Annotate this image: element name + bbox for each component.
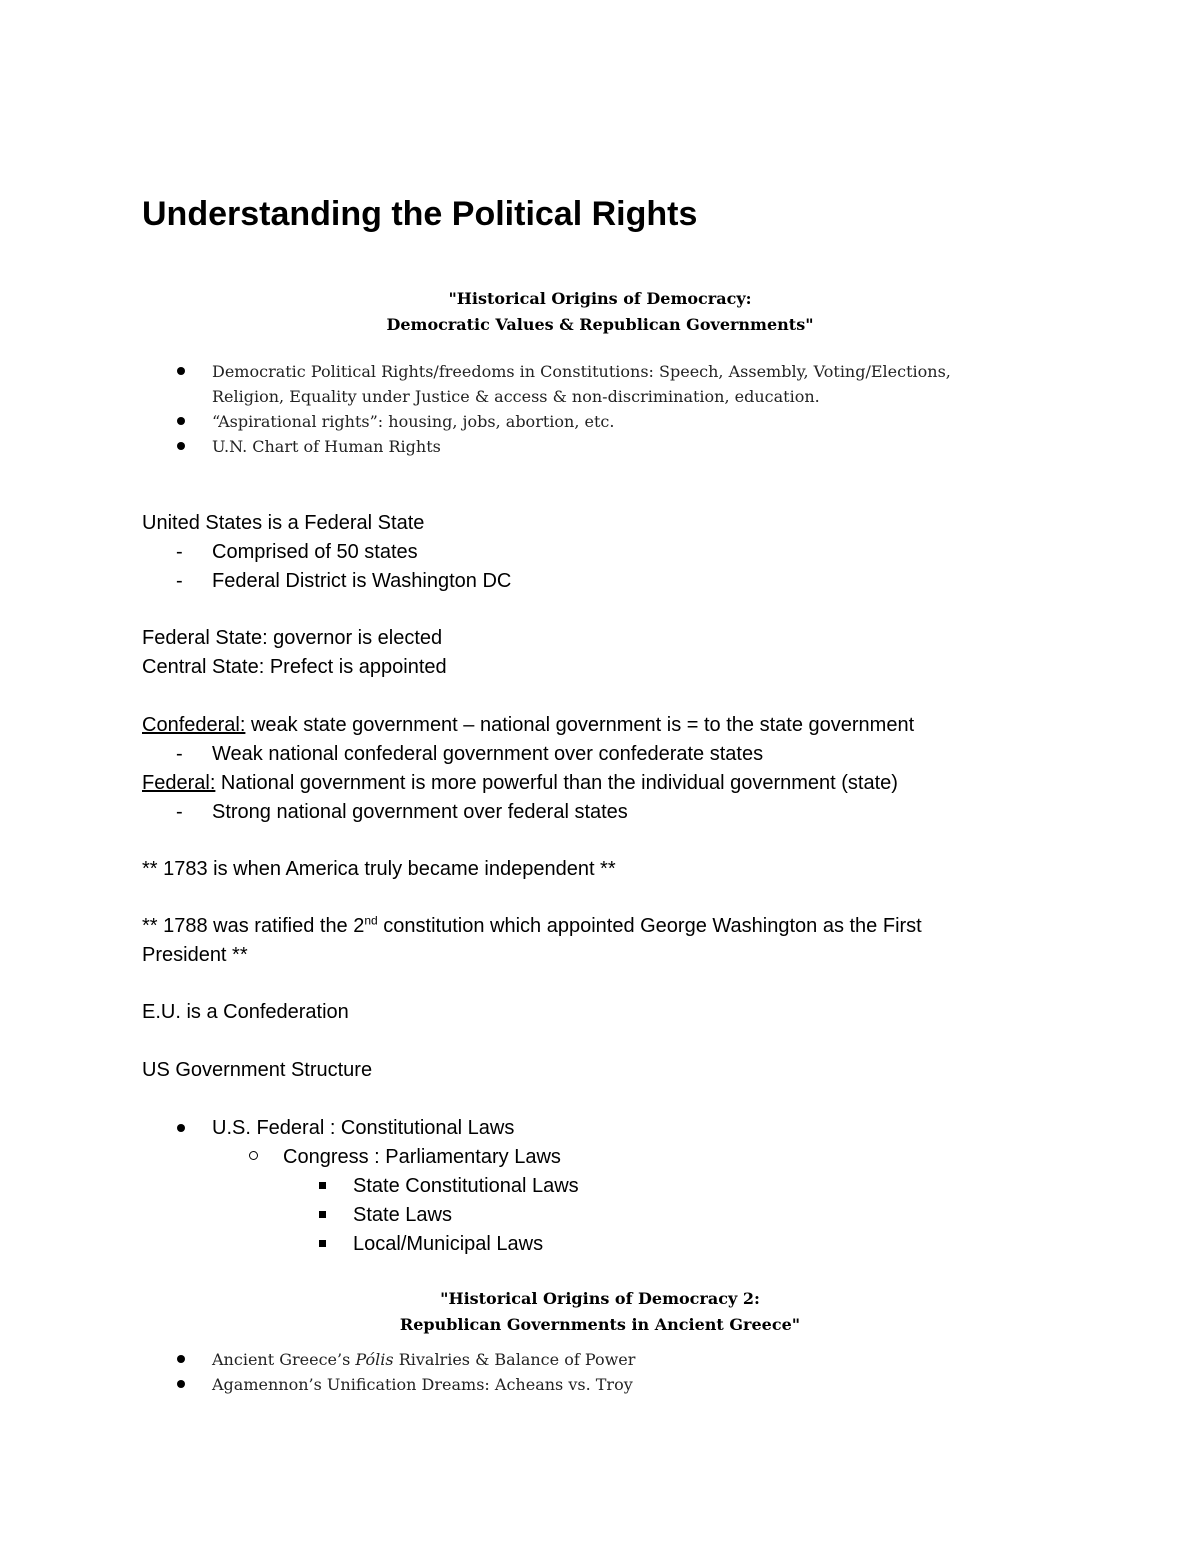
section-heading-democracy-2 (0, 1286, 1200, 1338)
list-item: State Constitutional Laws (0, 1172, 579, 1201)
list-item: Agamennon’s Unification Dreams: Acheans vs. Troy (0, 1372, 1012, 1397)
greece-bullet-list (0, 1347, 1012, 1397)
confederal-definition: Confederal: weak state government – national government is = to the state government (142, 714, 915, 736)
list-item: U.N. Chart of Human Rights (0, 434, 1012, 459)
government-structure-list (0, 1114, 579, 1259)
page-title: Understanding the Political Rights (142, 195, 698, 233)
square-bullet-icon (319, 1182, 326, 1189)
note-1788: ** 1788 was ratified the 2nd constitution which appointed George Washington as the First President ** (142, 913, 922, 966)
bullet-icon (177, 442, 185, 450)
confederal-term: Confederal: (142, 714, 246, 736)
section-heading-line: "Historical Origins of Democracy: (448, 289, 752, 308)
federal-state-line: Federal State: governor is elected (142, 627, 443, 649)
note-1783: ** 1783 is when America truly became independent ** (142, 858, 616, 880)
bullet-icon (177, 1124, 185, 1132)
section-heading-line: Democratic Values & Republican Governments" (386, 315, 814, 334)
list-item: - Strong national government over federal states (142, 798, 914, 827)
bullet-icon (177, 417, 185, 425)
square-bullet-icon (319, 1240, 326, 1247)
circle-bullet-icon (249, 1151, 258, 1160)
dash-bullet: - (176, 541, 183, 563)
list-item: U.S. Federal : Constitutional Laws (0, 1114, 579, 1143)
list-item: “Aspirational rights”: housing, jobs, abortion, etc. (0, 409, 1012, 434)
bullet-icon (177, 1380, 185, 1388)
central-state-line: Central State: Prefect is appointed (142, 656, 447, 678)
federal-term: Federal: (142, 772, 216, 794)
dash-bullet: - (176, 801, 183, 823)
us-federal-block (142, 509, 511, 596)
dash-bullet: - (176, 570, 183, 592)
state-types-block (142, 624, 447, 682)
us-federal-heading: United States is a Federal State (142, 512, 425, 534)
list-item: - Federal District is Washington DC (142, 567, 511, 596)
rights-bullet-list (0, 359, 1012, 459)
dash-bullet: - (176, 743, 183, 765)
definitions-block (142, 711, 914, 827)
section-heading-line: Republican Governments in Ancient Greece" (399, 1315, 801, 1334)
eu-note: E.U. is a Confederation (142, 1001, 349, 1023)
list-item: Congress : Parliamentary Laws (0, 1143, 579, 1172)
list-item: State Laws (0, 1201, 579, 1230)
bullet-icon (177, 367, 185, 375)
list-item: Local/Municipal Laws (0, 1230, 579, 1259)
list-item: - Comprised of 50 states (142, 538, 511, 567)
bullet-icon (177, 1355, 185, 1363)
list-item: Ancient Greece’s Pólis Rivalries & Balance of Power (0, 1347, 1012, 1372)
list-item: Democratic Political Rights/freedoms in Constitutions: Speech, Assembly, Voting/Elections, Religion, Equality under Justice & access & non-discrimination, education. (0, 359, 1012, 409)
federal-definition: Federal: National government is more powerful than the individual government (state) (142, 772, 898, 794)
square-bullet-icon (319, 1211, 326, 1218)
list-item: - Weak national confederal government over confederate states (142, 740, 914, 769)
structure-heading: US Government Structure (142, 1059, 373, 1081)
section-heading-line: "Historical Origins of Democracy 2: (440, 1289, 760, 1308)
section-heading-democracy (0, 286, 1200, 338)
